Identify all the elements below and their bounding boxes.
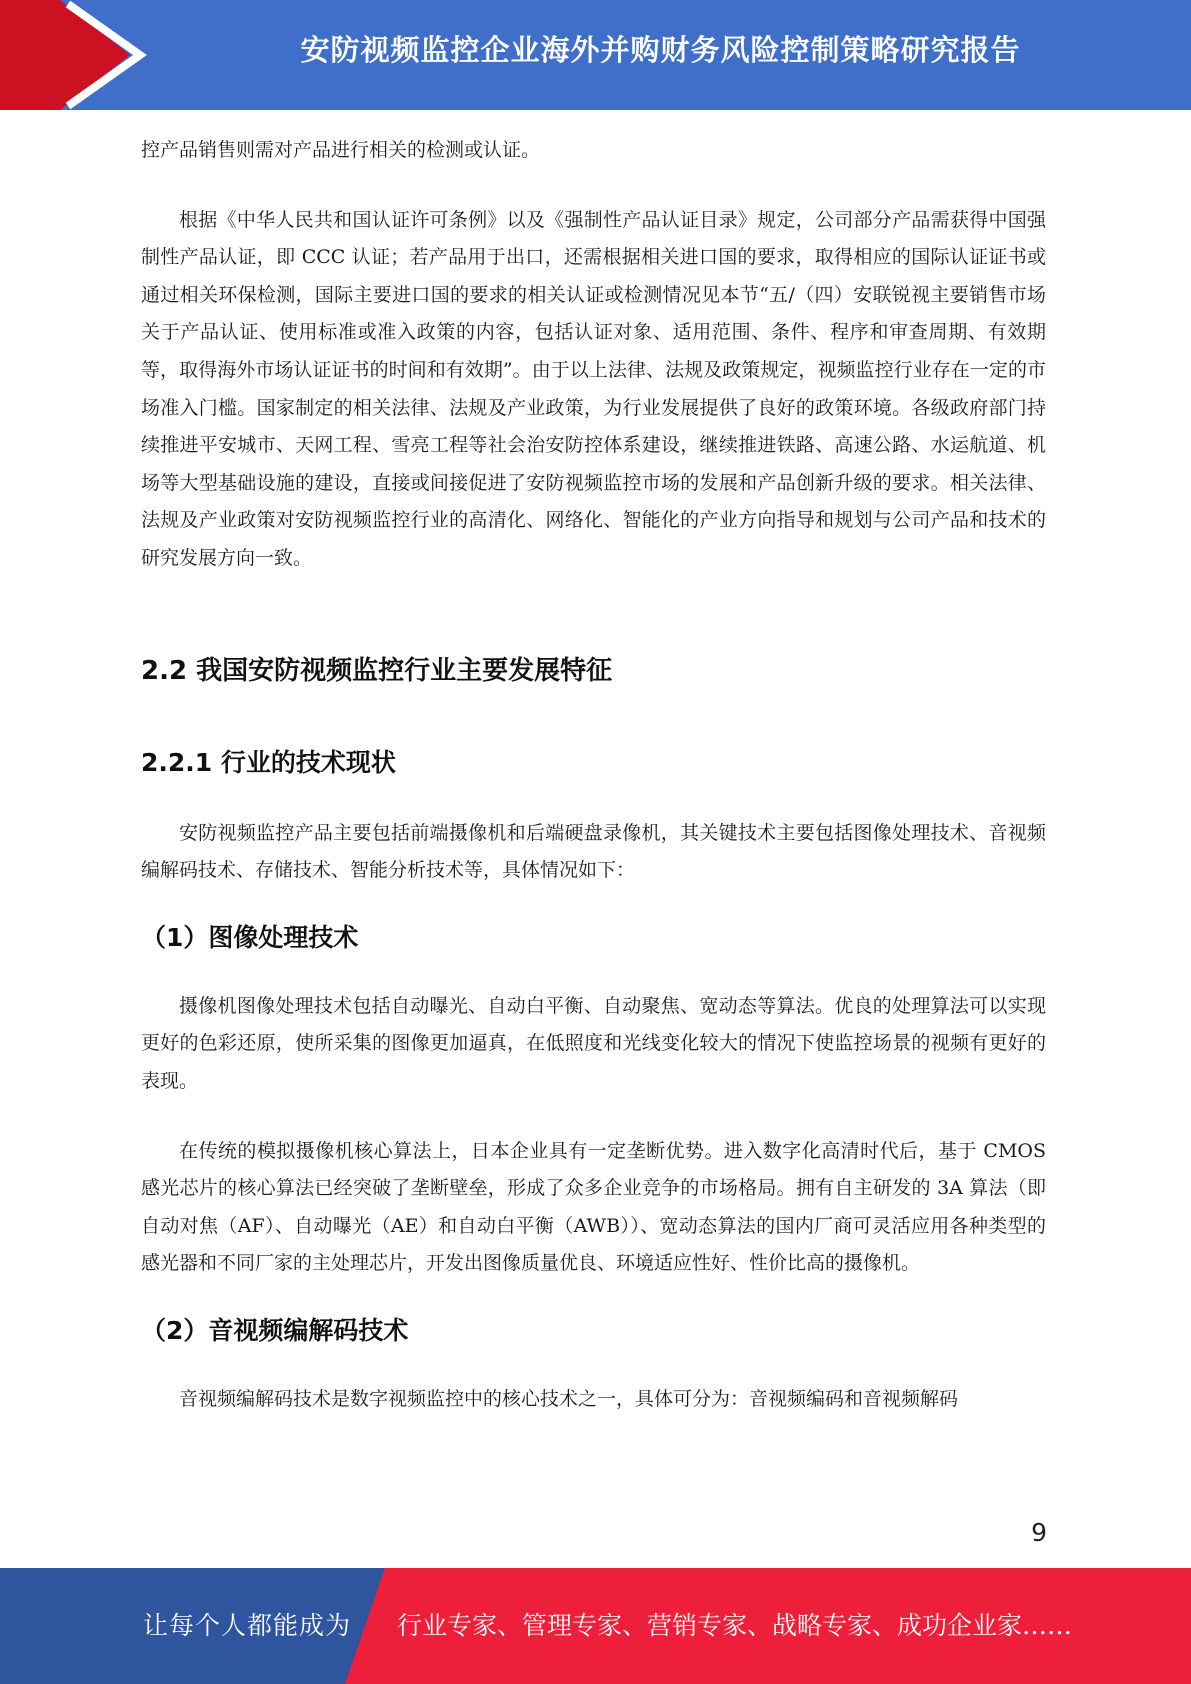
paragraph-image-processing-2: 在传统的模拟摄像机核心算法上，日本企业具有一定垄断优势。进入数字化高清时代后，基于 CMOS 感光芯片的核心算法已经突破了垄断壁垒，形成了众多企业竞争的市场格局。拥有自主研发的 3A 算法（即自动对焦（AF）、自动曝光（AE）和自动白平衡（AWB））、宽动态算法的国内厂商可灵活应用各种类型的感光器和不同厂家的主处理芯片，开发出图像质量优良、环境适应性好、性价比高的摄像机。 [141, 1139, 1046, 1275]
page-content [141, 132, 1046, 1418]
section-heading-2-2-1: 2.2.1 行业的技术现状 [141, 747, 396, 777]
paragraph-tech-intro: 安防视频监控产品主要包括前端摄像机和后端硬盘录像机，其关键技术主要包括图像处理技术、音视频编解码技术、存储技术、智能分析技术等，具体情况如下： [141, 821, 1046, 882]
report-title: 安防视频监控企业海外并购财务风险控制策略研究报告 [300, 33, 1021, 67]
subsection-heading-codec: （2）音视频编解码技术 [141, 1315, 409, 1345]
page-number: 9 [1031, 1518, 1047, 1547]
footer-slogan-right: 行业专家、管理专家、营销专家、战略专家、成功企业家…… [397, 1611, 1073, 1640]
subsection-heading-image-processing: （1）图像处理技术 [141, 922, 359, 952]
footer-slogan-left: 让每个人都能成为 [143, 1611, 352, 1640]
paragraph-continuation: 控产品销售则需对产品进行相关的检测或认证。 [141, 139, 541, 161]
header-arrow-icon [0, 0, 160, 110]
page-header-band [0, 0, 1191, 110]
paragraph-codec: 音视频编解码技术是数字视频监控中的核心技术之一，具体可分为：音视频编码和音视频解码 [179, 1387, 959, 1410]
page-footer-band [0, 1568, 1191, 1684]
section-heading-2-2: 2.2 我国安防视频监控行业主要发展特征 [141, 655, 613, 686]
paragraph-image-processing-1: 摄像机图像处理技术包括自动曝光、自动白平衡、自动聚焦、宽动态等算法。优良的处理算法可以实现更好的色彩还原，使所采集的图像更加逼真，在低照度和光线变化较大的情况下使监控场景的视频有更好的表现。 [141, 994, 1046, 1092]
header-arrow-red-shape [0, 0, 130, 110]
paragraph-certification: 根据《中华人民共和国认证许可条例》以及《强制性产品认证目录》规定，公司部分产品需获得中国强制性产品认证，即 CCC 认证；若产品用于出口，还需根据相关进口国的要求，取得相应的国际认证证书或通过相关环保检测，国际主要进口国的要求的相关认证或检测情况见本节“五/（四）安联锐视主要销售市场关于产品认证、使用标准或准入政策的内容，包括认证对象、适用范围、条件、程序和审查周期、有效期等，取得海外市场认证证书的时间和有效期”。由于以上法律、法规及政策规定，视频监控行业存在一定的市场准入门槛。国家制定的相关法律、法规及产业政策，为行业发展提供了良好的政策环境。各级政府部门持续推进平安城市、天网工程、雪亮工程等社会治安防控体系建设，继续推进铁路、高速公路、水运航道、机场等大型基础设施的建设，直接或间接促进了安防视频监控市场的发展和产品创新升级的要求。相关法律、法规及产业政策对安防视频监控行业的高清化、网络化、智能化的产业方向指导和规划与公司产品和技术的研究发展方向一致。 [141, 208, 1046, 569]
